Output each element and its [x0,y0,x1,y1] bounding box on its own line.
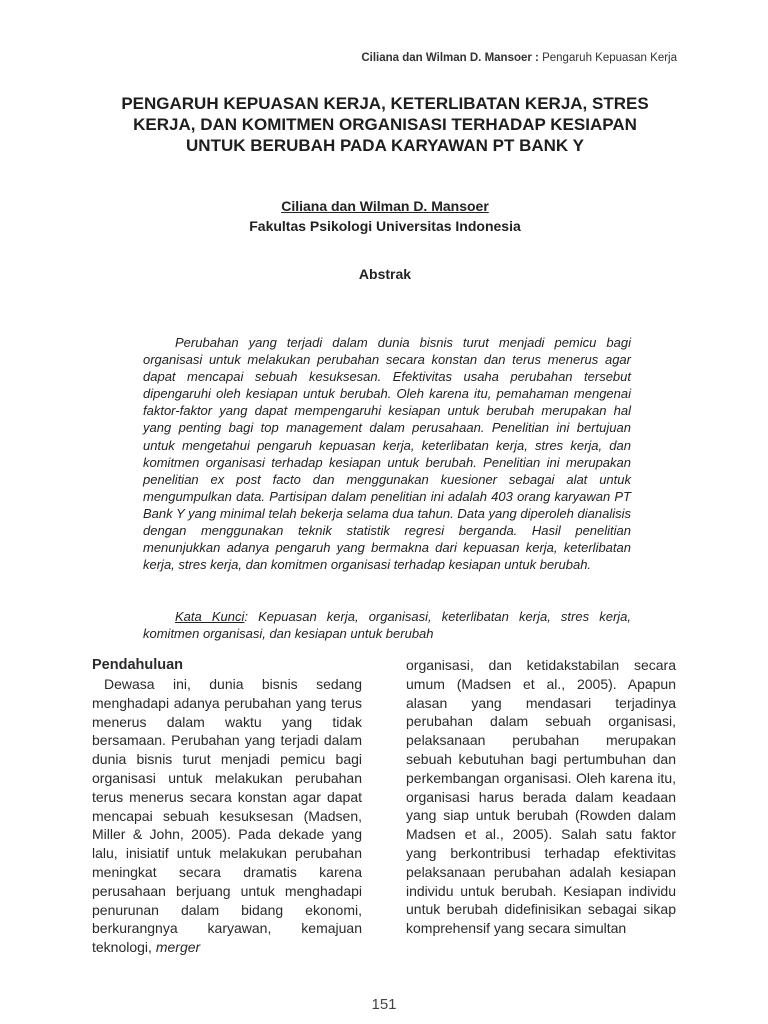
paper-title [90,93,680,156]
running-header [361,52,677,64]
running-header-authors: Ciliana dan Wilman D. Mansoer : [361,52,539,64]
left-column [92,656,362,957]
abstract-text: Perubahan yang terjadi dalam dunia bisnis turut menjadi pemicu bagi organisasi untuk melakukan perubahan secara konstan dan terus menerus agar dapat mencapai sebuah kesuksesan. Efektivitas usaha perubahan tersebut dipengaruhi oleh kesiapan untuk berubah. Oleh karena itu, pemahaman mengenai faktor-faktor yang dapat mempengaruhi kesiapan untuk berubah merupakan hal yang penting bagi top management dalam perusahaan. Penelitian ini bertujuan untuk mengetahui pengaruh kepuasan kerja, keterlibatan kerja, stres kerja, dan komitmen organisasi terhadap kesiapan untuk berubah. Penelitian ini merupakan penelitian ex post facto dan menggunakan kuesioner sebagai alat untuk mengumpulkan data. Partisipan dalam penelitian ini adalah 403 orang karyawan PT Bank Y yang minimal telah bekerja selama dua tahun. Data yang diperoleh dianalisis dengan menggunakan teknik statistik regresi berganda. Hasil penelitian menunjukkan adanya pengaruh yang bermakna dari kepuasan kerja, keterlibatan kerja, stres kerja, dan komitmen organisasi terhadap kesiapan untuk berubah. [143,335,631,573]
keywords-label: Kata Kunci [175,609,245,624]
title-line: KERJA, DAN KOMITMEN ORGANISASI TERHADAP KESIAPAN [133,115,637,134]
keywords [143,608,631,642]
author-names: Ciliana dan Wilman D. Mansoer [281,198,489,214]
page-number: 151 [371,996,397,1013]
title-line: UNTUK BERUBAH PADA KARYAWAN PT BANK Y [186,136,584,155]
keywords-text: : Kepuasan kerja, organisasi, keterlibatan kerja, stres kerja, komitmen organisasi, dan kesiapan untuk berubah [143,609,632,642]
introduction-paragraph [92,675,362,957]
author-block [90,196,680,236]
abstract-heading: Abstrak [358,266,412,282]
section-heading-introduction: Pendahuluan [92,657,184,673]
introduction-text-right: organisasi, dan ketidakstabilan secara umum (Madsen et al., 2005). Apapun alasan yang mendasari terjadinya perubahan dalam sebuah organisasi, pelaksanaan perubahan merupakan sebuah kebutuhan bagi pertumbuhan dan perkembangan organisasi. Oleh karena itu, organisasi harus berada dalam keadaan yang siap untuk berubah (Rowden dalam Madsen et al., 2005). Salah satu faktor yang berkontribusi terhadap efektivitas pelaksanaan perubahan adalah kesiapan individu untuk berubah. Kesiapan individu untuk berubah didefinisikan sebagai sikap komprehensif yang secara simultan [406,657,676,937]
introduction-text-left: Dewasa ini, dunia bisnis sedang menghadapi adanya perubahan yang terus menerus dalam waktu yang tidak bersamaan. Perubahan yang terjadi dalam dunia bisnis turut menjadi pemicu bagi organisasi untuk melakukan perubahan terus menerus secara konstan agar dapat mencapai sebuah kesuksesan (Madsen, Miller & John, 2005). Pada dekade yang lalu, inisiatif untuk melakukan perubahan meningkat secara dramatis karena perusahaan berjuang untuk menghadapi penurunan dalam bidang ekonomi, berkurangnya karyawan, kemajuan teknologi, [92,676,362,956]
introduction-italic-term: merger [155,939,201,956]
right-column [406,656,676,938]
affiliation: Fakultas Psikologi Universitas Indonesia [249,218,521,234]
running-header-title: Pengaruh Kepuasan Kerja [538,52,677,64]
title-line: PENGARUH KEPUASAN KERJA, KETERLIBATAN KERJA, STRES [121,94,649,113]
